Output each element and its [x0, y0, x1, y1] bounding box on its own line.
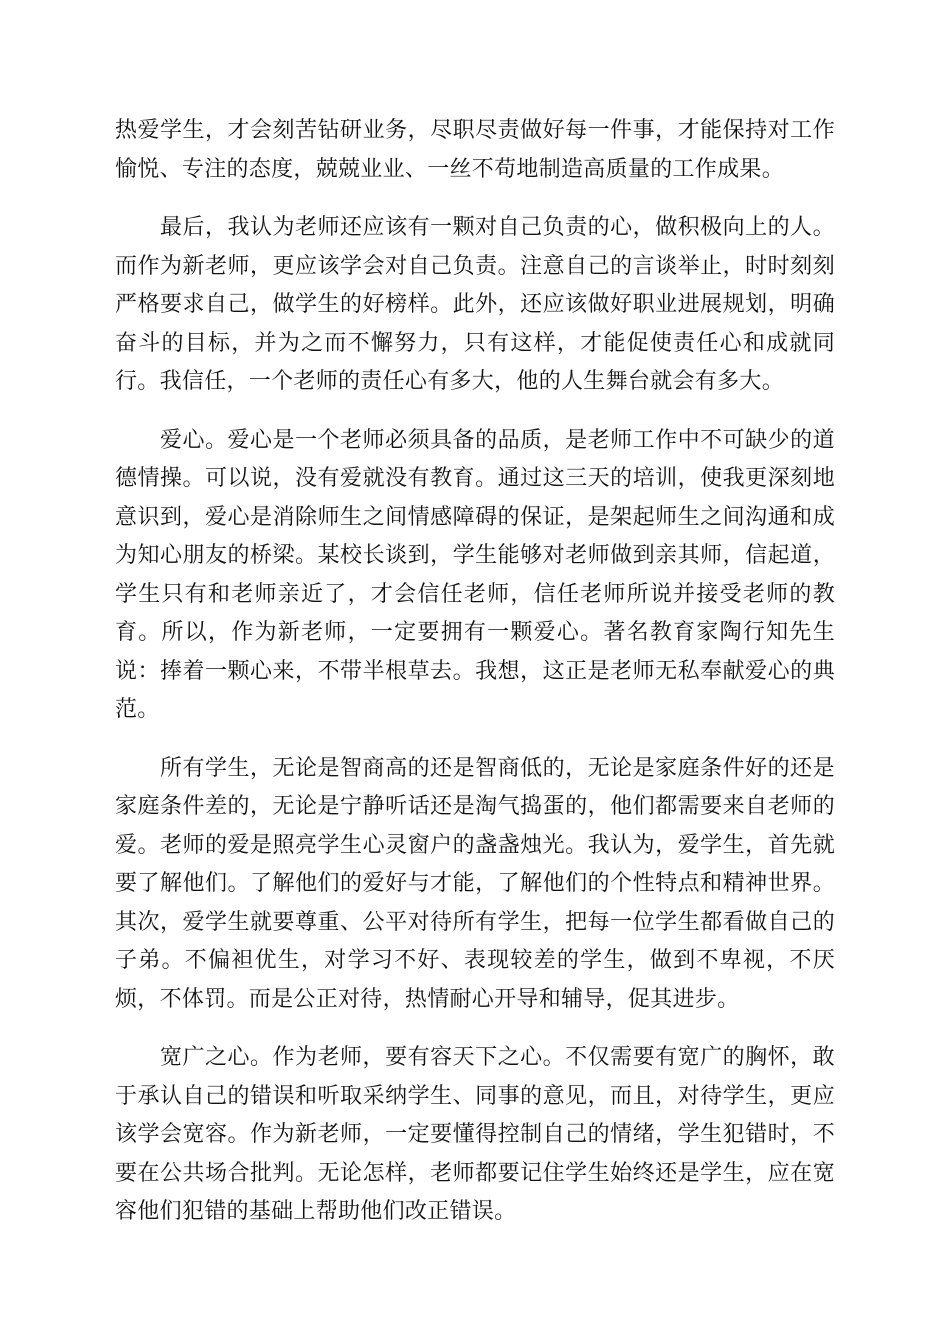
paragraph-4: 所有学生，无论是智商高的还是智商低的，无论是家庭条件好的还是家庭条件差的，无论是宁静听话还是淘气捣蛋的，他们都需要来自老师的爱。老师的爱是照亮学生心灵窗户的盏盏烛光。我认为，爱学生，首先就要了解他们。了解他们的爱好与才能，了解他们的个性特点和精神世界。其次，爱学生就要尊重、公平对待所有学生，把每一位学生都看做自己的子弟。不偏袒优生，对学习不好、表现较差的学生，做到不卑视，不厌烦，不体罚。而是公正对待，热情耐心开导和辅导，促其进步。	[115, 755, 835, 1012]
paragraph-5: 宽广之心。作为老师，要有容天下之心。不仅需要有宽广的胸怀，敢于承认自己的错误和听取采纳学生、同事的意见，而且，对待学生，更应该学会宽容。作为新老师，一定要懂得控制自己的情绪，学生犯错时，不要在公共场合批判。无论怎样，老师都要记住学生始终还是学生，应在宽容他们犯错的基础上帮助他们改正错误。	[115, 1045, 835, 1224]
paragraph-2: 最后，我认为老师还应该有一颗对自己负责的心，做积极向上的人。而作为新老师，更应该学会对自己负责。注意自己的言谈举止，时时刻刻严格要求自己，做学生的好榜样。此外，还应该做好职业进展规划，明确奋斗的目标，并为之而不懈努力，只有这样，才能促使责任心和成就同行。我信任，一个老师的责任心有多大，他的人生舞台就会有多大。	[115, 215, 835, 394]
document-page	[115, 112, 835, 1232]
paragraph-3: 爱心。爱心是一个老师必须具备的品质，是老师工作中不可缺少的道德情操。可以说，没有爱就没有教育。通过这三天的培训，使我更深刻地意识到，爱心是消除师生之间情感障碍的保证，是架起师生之间沟通和成为知心朋友的桥梁。某校长谈到，学生能够对老师做到亲其师，信起道，学生只有和老师亲近了，才会信任老师，信任老师所说并接受老师的教育。所以，作为新老师，一定要拥有一颗爱心。著名教育家陶行知先生说：捧着一颗心来，不带半根草去。我想，这正是老师无私奉献爱心的典范。	[115, 427, 835, 722]
paragraph-1: 热爱学生，才会刻苦钻研业务，尽职尽责做好每一件事，才能保持对工作愉悦、专注的态度，兢兢业业、一丝不苟地制造高质量的工作成果。	[115, 118, 835, 182]
